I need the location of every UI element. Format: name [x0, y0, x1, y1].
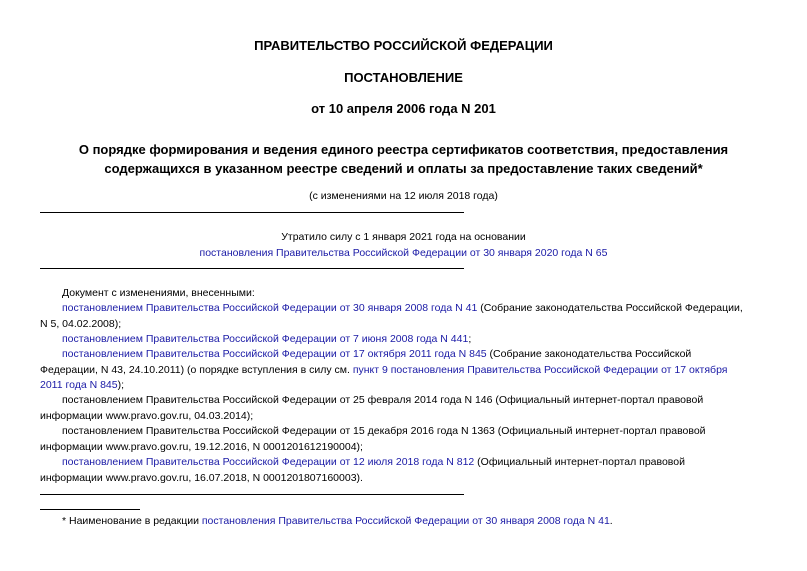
effective-date-link[interactable]: 2011 года N 845 [40, 379, 118, 391]
footnote-link[interactable]: постановления Правительства Российской Федерации от 30 января 2008 года N 41 [201, 515, 610, 527]
document-date-number: от 10 апреля 2006 года N 201 [311, 101, 496, 116]
repeal-notice: Утратило силу с 1 января 2021 года на основании [281, 231, 526, 243]
changes-intro: Документ с изменениями, внесенными: [62, 287, 255, 299]
separator-rule [40, 212, 464, 213]
document-title-line-1: О порядке формирования и ведения единого реестра сертификатов соответствия, предоставления [78, 142, 729, 157]
change-text: информации www.pravo.gov.ru, 19.12.2016, N 0001201612190004); [40, 440, 363, 453]
footnote-text: . [609, 515, 613, 527]
change-item [40, 455, 766, 486]
document-title-line-2: содержащихся в указанном реестре сведений и оплаты за предоставление таких сведений* [104, 161, 703, 176]
change-item [40, 347, 766, 394]
change-item [40, 424, 766, 455]
change-item [40, 301, 766, 332]
change-text: N 5, 04.02.2008); [40, 317, 122, 330]
change-text: (Собрание законодательства Российской Федерации, [477, 302, 743, 314]
amendment-link[interactable]: постановлением Правительства Российской Федерации от 30 января 2008 года N 41 [62, 302, 478, 314]
amendment-link[interactable]: постановлением Правительства Российской Федерации от 17 октября 2011 года N 845 [62, 348, 487, 360]
change-text: (Официальный интернет-портал правовой [474, 456, 685, 468]
amendment-link[interactable]: постановлением Правительства Российской Федерации от 7 июня 2008 года N 441 [62, 333, 469, 345]
change-text: постановлением Правительства Российской Федерации от 25 февраля 2014 года N 146 (Официальный интернет-портал правовой [62, 394, 704, 406]
effective-date-link[interactable]: пункт 9 постановления Правительства Российской Федерации от 17 октября [352, 363, 728, 376]
repeal-basis-link[interactable]: постановления Правительства Российской Федерации от 30 января 2020 года N 65 [199, 247, 608, 259]
separator-rule [40, 268, 464, 269]
change-item [40, 332, 766, 348]
change-text: ); [117, 379, 125, 391]
change-text: Федерации, N 43, 24.10.2011) (о порядке вступления в силу см. [40, 363, 353, 376]
change-text: информации www.pravo.gov.ru, 16.07.2018, N 0001201807160003). [40, 471, 363, 484]
footnote-text: * Наименование в редакции [62, 515, 202, 527]
change-text: постановлением Правительства Российской Федерации от 15 декабря 2016 года N 1363 (Официальный интернет-портал правовой [62, 425, 706, 437]
change-text: информации www.pravo.gov.ru, 04.03.2014); [40, 409, 254, 422]
change-text: (Собрание законодательства Российской [486, 348, 692, 360]
document-type-heading: ПОСТАНОВЛЕНИЕ [344, 70, 463, 85]
separator-rule [40, 494, 464, 495]
footnote-rule [40, 509, 140, 510]
edition-note: (с изменениями на 12 июля 2018 года) [309, 190, 498, 202]
government-heading: ПРАВИТЕЛЬСТВО РОССИЙСКОЙ ФЕДЕРАЦИИ [254, 38, 553, 53]
footnote [62, 514, 613, 529]
change-text: ; [468, 333, 472, 345]
amendment-link[interactable]: постановлением Правительства Российской Федерации от 12 июля 2018 года N 812 [62, 456, 475, 468]
change-item [40, 393, 766, 424]
